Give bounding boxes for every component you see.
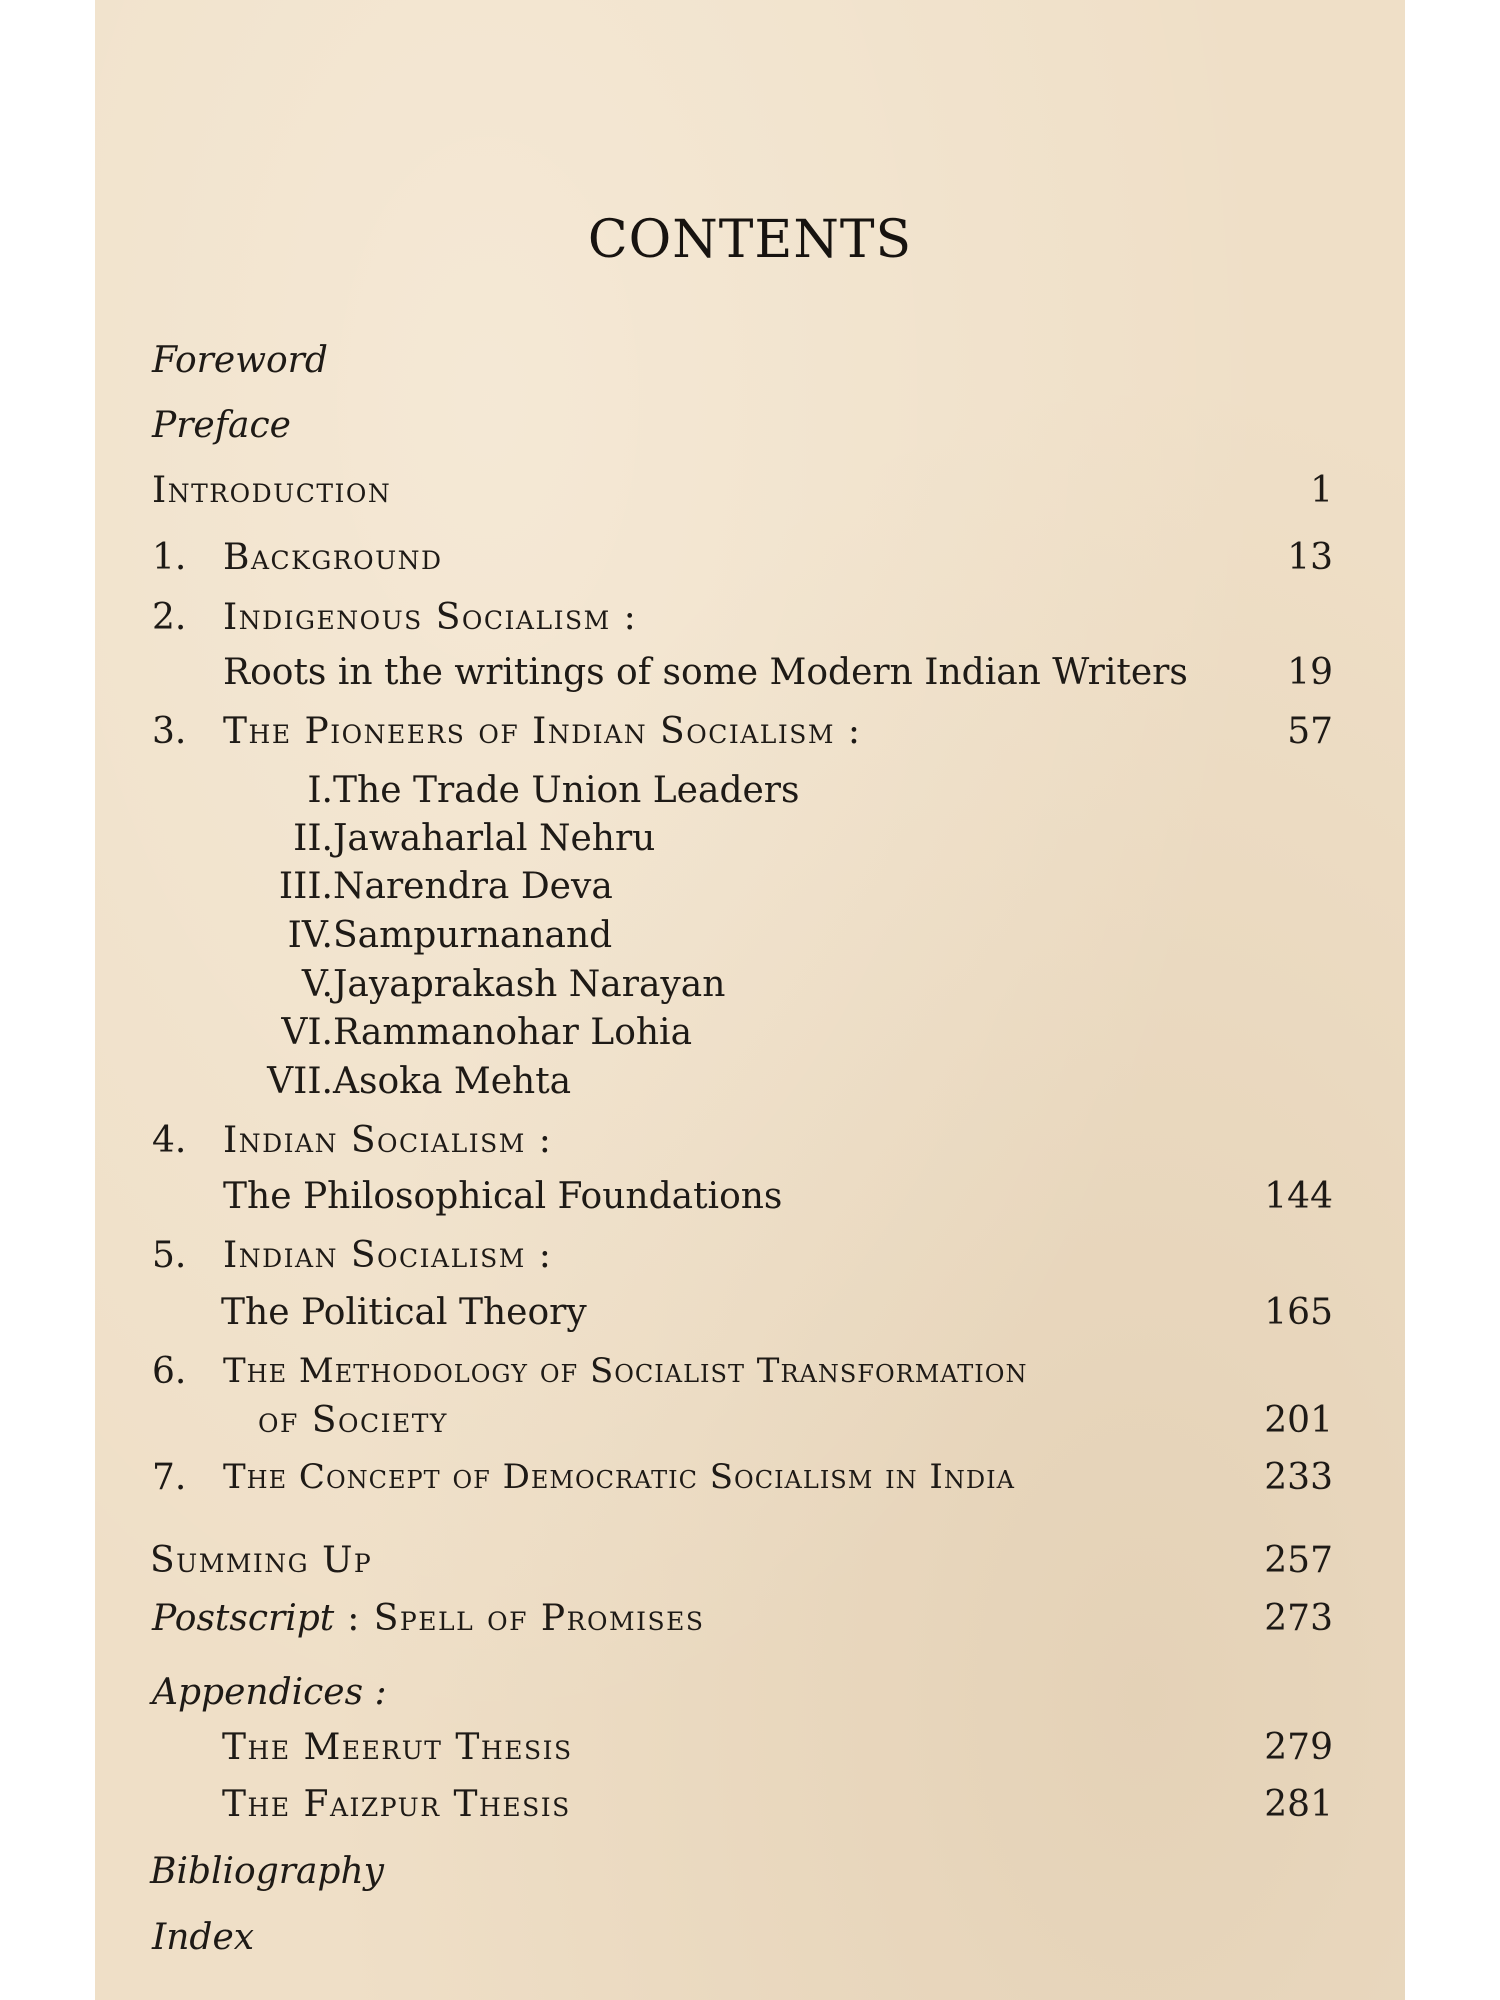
toc-entry-chapter-7 <box>95 1457 1405 1507</box>
toc-sublabel: Jawaharlal Nehru <box>333 818 656 859</box>
postscript-italic: Postscript <box>152 1598 335 1639</box>
toc-page-number: 281 <box>1264 1784 1333 1825</box>
toc-entry-bibliography <box>95 1851 1405 1901</box>
toc-page-number: 19 <box>1287 652 1333 693</box>
toc-sublabel: Jayaprakash Narayan <box>333 964 726 1005</box>
toc-label: Index <box>152 1917 255 1958</box>
toc-entry-postscript <box>95 1598 1405 1648</box>
chapter-number: 4. <box>152 1120 187 1161</box>
toc-subentry <box>95 818 1405 868</box>
toc-entry-chapter-5-subtitle <box>95 1292 1405 1342</box>
toc-page-number: 1 <box>1310 470 1333 511</box>
toc-entry-chapter-2-subtitle <box>95 652 1405 702</box>
toc-entry-chapter-3 <box>95 711 1405 761</box>
toc-page-number: 257 <box>1264 1540 1333 1581</box>
chapter-number: 3. <box>152 711 187 752</box>
roman-numeral: I. <box>307 770 333 811</box>
roman-numeral: II. <box>293 818 333 859</box>
toc-entry-faizpur-thesis <box>95 1784 1405 1834</box>
toc-sublabel: Asoka Mehta <box>333 1061 572 1102</box>
roman-numeral: VI. <box>281 1012 333 1053</box>
toc-label: Indian Socialism : <box>223 1235 553 1276</box>
toc-subentry <box>95 1061 1405 1111</box>
toc-sublabel: The Trade Union Leaders <box>333 770 800 811</box>
postscript-title: : Spell of Promises <box>334 1598 705 1639</box>
page-title: CONTENTS <box>587 210 913 270</box>
toc-label: Indian Socialism : <box>223 1120 553 1161</box>
toc-label: Background <box>223 537 443 578</box>
chapter-number: 1. <box>152 537 187 578</box>
toc-entry-meerut-thesis <box>95 1727 1405 1777</box>
toc-sublabel: Rammanohar Lohia <box>333 1012 693 1053</box>
toc-page-number: 279 <box>1264 1727 1333 1768</box>
toc-label: Summing Up <box>150 1540 373 1581</box>
toc-entry-index <box>95 1917 1405 1967</box>
toc-entry-foreword <box>95 340 1405 390</box>
toc-label: The Concept of Democratic Socialism in India <box>223 1457 1015 1497</box>
toc-entry-summing-up <box>95 1540 1405 1590</box>
toc-page-number: 233 <box>1264 1457 1333 1498</box>
chapter-number: 7. <box>152 1457 187 1498</box>
toc-subentry <box>95 915 1405 965</box>
toc-subtitle: The Political Theory <box>221 1292 587 1333</box>
toc-entry-chapter-1 <box>95 537 1405 587</box>
toc-page-number: 144 <box>1264 1176 1333 1217</box>
toc-label: Appendices : <box>152 1672 387 1713</box>
toc-page-number: 273 <box>1264 1598 1333 1639</box>
toc-subentry <box>95 866 1405 916</box>
roman-numeral: VII. <box>267 1061 333 1102</box>
toc-entry-chapter-5 <box>95 1235 1405 1285</box>
toc-label-continued: of Society <box>258 1400 448 1441</box>
toc-subtitle: The Philosophical Foundations <box>223 1176 783 1217</box>
toc-label: Indigenous Socialism : <box>223 597 638 638</box>
toc-entry-introduction <box>95 470 1405 520</box>
toc-subtitle: Roots in the writings of some Modern Indian Writers <box>223 652 1188 693</box>
toc-subentry <box>95 964 1405 1014</box>
toc-entry-chapter-6 <box>95 1351 1405 1401</box>
roman-numeral: III. <box>278 866 333 907</box>
chapter-number: 5. <box>152 1235 187 1276</box>
toc-entry-appendices <box>95 1672 1405 1722</box>
toc-subentry <box>95 1012 1405 1062</box>
toc-subentry <box>95 770 1405 820</box>
toc-label: Preface <box>152 405 291 446</box>
toc-page-number: 57 <box>1287 711 1333 752</box>
chapter-number: 2. <box>152 597 187 638</box>
toc-entry-chapter-6-continued <box>95 1400 1405 1450</box>
toc-entry-preface <box>95 405 1405 455</box>
toc-page-number: 165 <box>1264 1292 1333 1333</box>
toc-label: Bibliography <box>150 1851 384 1892</box>
toc-label: The Methodology of Socialist Transformation <box>223 1351 1028 1391</box>
toc-sublabel: Narendra Deva <box>333 866 613 907</box>
toc-label: Introduction <box>152 470 392 511</box>
toc-label <box>152 1598 704 1639</box>
toc-label: The Meerut Thesis <box>222 1727 573 1768</box>
toc-page-number: 201 <box>1264 1400 1333 1441</box>
toc-page-number: 13 <box>1287 537 1333 578</box>
toc-label: The Pioneers of Indian Socialism : <box>223 711 862 752</box>
toc-label: The Faizpur Thesis <box>222 1784 571 1825</box>
book-page <box>95 0 1405 2000</box>
roman-numeral: V. <box>301 964 333 1005</box>
roman-numeral: IV. <box>287 915 333 956</box>
toc-label: Foreword <box>152 340 328 381</box>
toc-entry-chapter-2 <box>95 597 1405 647</box>
toc-entry-chapter-4-subtitle <box>95 1176 1405 1226</box>
toc-entry-chapter-4 <box>95 1120 1405 1170</box>
toc-sublabel: Sampurnanand <box>333 915 613 956</box>
chapter-number: 6. <box>152 1351 187 1392</box>
